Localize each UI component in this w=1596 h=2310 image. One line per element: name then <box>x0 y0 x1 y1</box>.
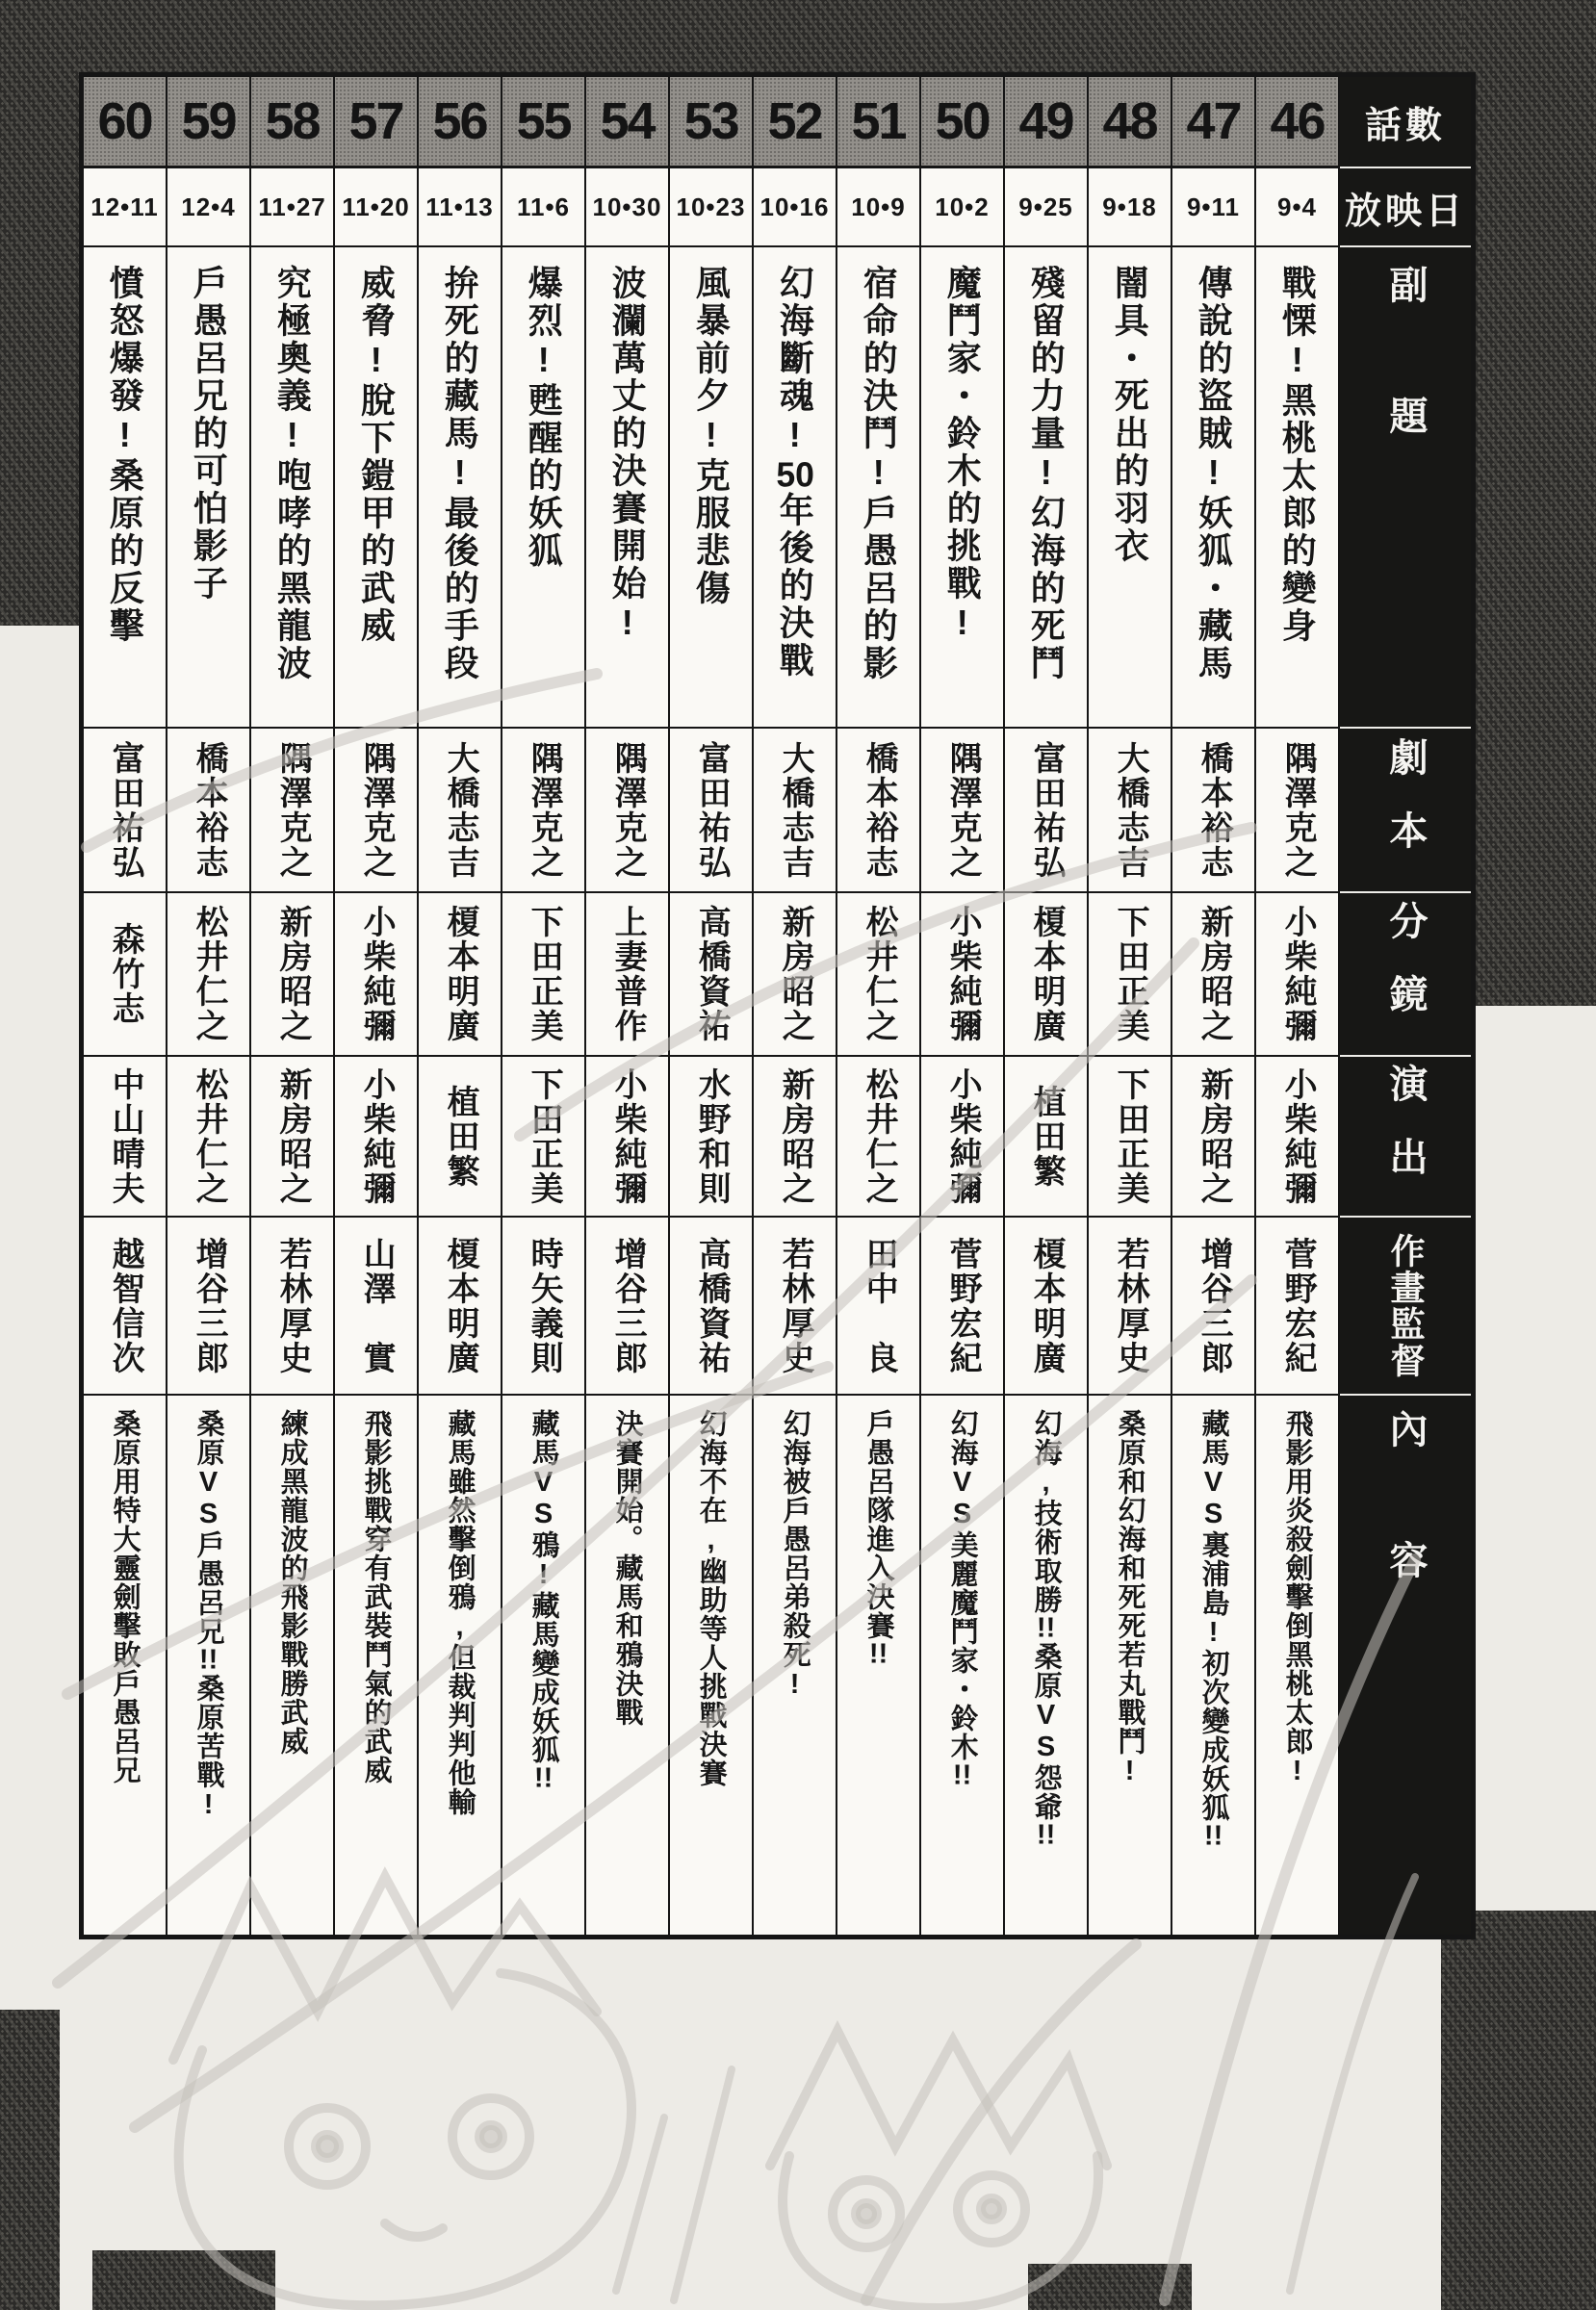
storyboard-artist-cell <box>586 893 668 1057</box>
air-date-cell <box>419 168 501 247</box>
episode-column <box>335 77 419 1935</box>
episode-number: 47 <box>1186 92 1241 150</box>
script-writer-cell <box>1256 729 1338 893</box>
director: 下田正美 <box>526 1066 563 1206</box>
subtitle-cell <box>586 247 668 729</box>
episode-column <box>1089 77 1172 1935</box>
storyboard-artist-cell <box>251 893 333 1057</box>
episode-table <box>79 72 1476 1939</box>
script-writer: 橋本裕志 <box>861 740 898 880</box>
air-date-cell <box>167 168 249 247</box>
air-date-cell <box>754 168 836 247</box>
content-summary-cell <box>251 1396 333 1935</box>
subtitle-cell <box>670 247 752 729</box>
director: 小柴純彌 <box>1279 1066 1317 1206</box>
content-summary: 飛影挑戰穿有武裝鬥氣的武威 <box>360 1409 392 1784</box>
air-date: 11•27 <box>258 192 326 221</box>
director-cell <box>1089 1057 1171 1218</box>
air-date-cell <box>1005 168 1087 247</box>
storyboard-artist: 上妻普作 <box>609 905 647 1043</box>
animation-director-cell <box>84 1218 166 1396</box>
episode-number-cell <box>1089 77 1171 168</box>
director-cell <box>1172 1057 1254 1218</box>
halftone-texture-left <box>0 0 81 626</box>
halftone-texture-right-upper <box>1462 0 1596 1006</box>
content-summary-cell <box>419 1396 501 1935</box>
animation-director: 菅野宏紀 <box>944 1236 982 1375</box>
episode-header-cell <box>1340 77 1471 168</box>
episode-column <box>837 77 921 1935</box>
content-summary: 藏馬VS裏浦島!初次變成妖狐!! <box>1197 1409 1229 1850</box>
content-summary: 桑原VS戶愚呂兄!!桑原苦戰! <box>193 1409 224 1821</box>
animation-director: 榎本明廣 <box>1028 1236 1066 1375</box>
animation-director-header-cell <box>1340 1218 1471 1396</box>
script-writer: 隅澤克之 <box>1279 740 1317 880</box>
script-writer: 橋本裕志 <box>191 740 228 880</box>
director: 小柴純彌 <box>358 1066 396 1206</box>
episode-number: 56 <box>432 92 487 150</box>
episode-number-cell <box>502 77 584 168</box>
halftone-texture-top <box>0 0 1596 73</box>
script-header-cell <box>1340 729 1471 893</box>
subtitle: 威脅!脫下鎧甲的武威 <box>356 265 397 645</box>
director-cell <box>921 1057 1003 1218</box>
content-summary: 桑原和幻海和死死若丸戰鬥! <box>1114 1409 1146 1787</box>
content-summary-cell <box>1089 1396 1171 1935</box>
episode-number: 51 <box>851 92 906 150</box>
episode-column <box>921 77 1005 1935</box>
animation-director-header-label: 作畫監督 <box>1386 1232 1426 1379</box>
storyboard-artist-cell <box>1005 893 1087 1057</box>
air-date-cell <box>251 168 333 247</box>
storyboard-artist-cell <box>1256 893 1338 1057</box>
director: 小柴純彌 <box>609 1066 647 1206</box>
director-cell <box>167 1057 249 1218</box>
storyboard-artist: 松井仁之 <box>191 905 228 1043</box>
storyboard-artist-cell <box>837 893 919 1057</box>
content-summary: 藏馬VS鴉!藏馬變成妖狐!! <box>528 1409 559 1792</box>
director-cell <box>670 1057 752 1218</box>
animation-director-cell <box>670 1218 752 1396</box>
director: 松井仁之 <box>861 1066 898 1206</box>
air-date-cell <box>1089 168 1171 247</box>
storyboard-artist: 高橋資祐 <box>693 905 731 1043</box>
air-date: 12•11 <box>90 192 159 221</box>
content-summary-cell <box>1256 1396 1338 1935</box>
storyboard-artist: 新房昭之 <box>1196 905 1233 1043</box>
storyboard-header-label: 分鏡 <box>1384 901 1427 1047</box>
air-date-cell <box>670 168 752 247</box>
content-summary: 幻海,技術取勝!!桑原VS怨爺!! <box>1030 1409 1062 1849</box>
animation-director-cell <box>167 1218 249 1396</box>
script-header-label: 劇本 <box>1384 736 1427 884</box>
animation-director: 若林厚史 <box>274 1236 312 1375</box>
script-writer: 橋本裕志 <box>1196 740 1233 880</box>
script-writer: 隅澤克之 <box>274 740 312 880</box>
subtitle-cell <box>921 247 1003 729</box>
director: 新房昭之 <box>777 1066 814 1206</box>
air-date: 9•25 <box>1018 192 1073 221</box>
content-summary: 桑原用特大靈劍擊敗戶愚呂兄 <box>109 1409 141 1784</box>
episode-column <box>502 77 586 1935</box>
air-date: 9•4 <box>1276 192 1318 221</box>
episode-column <box>251 77 335 1935</box>
script-writer-cell <box>921 729 1003 893</box>
halftone-texture-bottom-a <box>92 2250 275 2310</box>
episode-header-label: 話數 <box>1364 106 1446 146</box>
animation-director: 越智信次 <box>107 1236 144 1375</box>
subtitle: 風暴前夕!克服悲傷 <box>691 265 732 607</box>
episode-number: 52 <box>767 92 822 150</box>
subtitle: 魔鬥家・鈴木的挑戰! <box>942 265 983 645</box>
storyboard-artist: 小柴純彌 <box>944 905 982 1043</box>
animation-director: 田中 良 <box>861 1236 898 1375</box>
storyboard-artist-cell <box>502 893 584 1057</box>
script-writer: 大橋志吉 <box>442 740 479 880</box>
storyboard-artist-cell <box>84 893 166 1057</box>
storyboard-header-cell <box>1340 893 1471 1057</box>
content-summary: 決賽開始。藏馬和鴉決戰 <box>611 1409 643 1727</box>
air-date-header-label: 放映日 <box>1344 191 1466 232</box>
subtitle: 爆烈!甦醒的妖狐 <box>524 265 564 570</box>
animation-director-cell <box>502 1218 584 1396</box>
episode-column <box>670 77 754 1935</box>
director-cell <box>502 1057 584 1218</box>
air-date-cell <box>921 168 1003 247</box>
halftone-texture-bottom-b <box>1028 2264 1192 2310</box>
subtitle: 憤怒爆發!桑原的反擊 <box>105 265 145 645</box>
episode-number: 50 <box>935 92 990 150</box>
storyboard-artist-cell <box>921 893 1003 1057</box>
director-cell <box>754 1057 836 1218</box>
script-writer: 富田祐弘 <box>107 740 144 880</box>
episode-number: 53 <box>683 92 738 150</box>
subtitle: 波瀾萬丈的決賽開始! <box>607 265 648 645</box>
animation-director: 增谷三郎 <box>191 1236 228 1375</box>
air-date: 10•2 <box>935 192 990 221</box>
air-date: 9•18 <box>1102 192 1157 221</box>
episode-number-cell <box>335 77 417 168</box>
sketch-detail-lines <box>616 1877 1415 2300</box>
director-cell <box>1005 1057 1087 1218</box>
script-writer-cell <box>837 729 919 893</box>
subtitle-cell <box>419 247 501 729</box>
script-writer: 富田祐弘 <box>1028 740 1066 880</box>
episode-number-cell <box>1005 77 1087 168</box>
content-summary-cell <box>1172 1396 1254 1935</box>
script-writer-cell <box>335 729 417 893</box>
subtitle-cell <box>1172 247 1254 729</box>
storyboard-artist: 榎本明廣 <box>442 905 479 1043</box>
script-writer-cell <box>754 729 836 893</box>
script-writer: 隅澤克之 <box>358 740 396 880</box>
episode-number: 60 <box>97 92 152 150</box>
episode-number: 59 <box>181 92 236 150</box>
air-date-cell <box>84 168 166 247</box>
animation-director-cell <box>335 1218 417 1396</box>
storyboard-artist: 下田正美 <box>526 905 563 1043</box>
episode-number: 49 <box>1018 92 1073 150</box>
content-summary: 戶愚呂隊進入決賽!! <box>862 1409 894 1668</box>
storyboard-artist-cell <box>1172 893 1254 1057</box>
halftone-texture-right-lower <box>1441 1911 1596 2310</box>
episode-number: 57 <box>348 92 403 150</box>
director-cell <box>419 1057 501 1218</box>
episode-number-cell <box>921 77 1003 168</box>
director: 下田正美 <box>1112 1066 1149 1206</box>
air-date: 9•11 <box>1186 192 1241 221</box>
director-cell <box>837 1057 919 1218</box>
content-summary: 幻海不在,幽助等人挑戰決賽 <box>695 1409 727 1787</box>
director: 植田繁 <box>1028 1084 1066 1189</box>
animation-director: 增谷三郎 <box>1196 1236 1233 1375</box>
animation-director-cell <box>251 1218 333 1396</box>
subtitle-cell <box>1005 247 1087 729</box>
air-date-cell <box>586 168 668 247</box>
storyboard-artist: 小柴純彌 <box>358 905 396 1043</box>
script-writer: 隅澤克之 <box>526 740 563 880</box>
episode-number-cell <box>167 77 249 168</box>
animation-director-cell <box>586 1218 668 1396</box>
episode-number: 48 <box>1102 92 1157 150</box>
content-summary: 飛影用炎殺劍擊倒黑桃太郎! <box>1281 1409 1313 1787</box>
director-cell <box>335 1057 417 1218</box>
storyboard-artist-cell <box>670 893 752 1057</box>
content-summary: 幻海VS美麗魔鬥家・鈴木!! <box>946 1409 978 1789</box>
animation-director: 增谷三郎 <box>609 1236 647 1375</box>
director-cell <box>1256 1057 1338 1218</box>
script-writer: 富田祐弘 <box>693 740 731 880</box>
director: 水野和則 <box>693 1066 731 1206</box>
storyboard-artist: 下田正美 <box>1112 905 1149 1043</box>
director: 小柴純彌 <box>944 1066 982 1206</box>
subtitle-cell <box>502 247 584 729</box>
content-summary-cell <box>335 1396 417 1935</box>
animation-director: 時矢義則 <box>526 1236 563 1375</box>
content-summary-cell <box>837 1396 919 1935</box>
storyboard-artist-cell <box>1089 893 1171 1057</box>
content-summary-cell <box>754 1396 836 1935</box>
script-writer-cell <box>1172 729 1254 893</box>
subtitle: 拚死的藏馬!最後的手段 <box>440 265 480 682</box>
air-date: 11•13 <box>425 192 494 221</box>
episode-column <box>1172 77 1256 1935</box>
animation-director: 若林厚史 <box>777 1236 814 1375</box>
episode-number-cell <box>1172 77 1254 168</box>
content-summary-cell <box>586 1396 668 1935</box>
content-summary-cell <box>502 1396 584 1935</box>
subtitle-cell <box>754 247 836 729</box>
halftone-texture-bottom-left <box>0 2010 60 2310</box>
content-summary-cell <box>670 1396 752 1935</box>
episode-column <box>1256 77 1340 1935</box>
air-date: 11•20 <box>342 192 410 221</box>
animation-director-cell <box>754 1218 836 1396</box>
animation-director-cell <box>1005 1218 1087 1396</box>
storyboard-artist-cell <box>419 893 501 1057</box>
subtitle-cell <box>1256 247 1338 729</box>
air-date-cell <box>335 168 417 247</box>
director-cell <box>84 1057 166 1218</box>
subtitle-cell <box>335 247 417 729</box>
episode-number-cell <box>84 77 166 168</box>
storyboard-artist: 新房昭之 <box>274 905 312 1043</box>
subtitle-cell <box>84 247 166 729</box>
air-date-cell <box>502 168 584 247</box>
subtitle: 傳說的盜賊!妖狐・藏馬 <box>1194 265 1234 682</box>
director: 新房昭之 <box>1196 1066 1233 1206</box>
episode-column <box>586 77 670 1935</box>
script-writer-cell <box>670 729 752 893</box>
script-writer: 大橋志吉 <box>1112 740 1149 880</box>
subtitle-cell <box>167 247 249 729</box>
subtitle-cell <box>837 247 919 729</box>
episode-column <box>167 77 251 1935</box>
sketch-face-left <box>173 1877 631 2305</box>
episode-number-cell <box>670 77 752 168</box>
director-cell <box>586 1057 668 1218</box>
air-date-header-cell <box>1340 168 1471 247</box>
air-date: 11•6 <box>516 192 571 221</box>
script-writer-cell <box>586 729 668 893</box>
content-summary: 藏馬雖然擊倒鴉,但裁判判他輸 <box>444 1409 476 1816</box>
air-date-cell <box>1172 168 1254 247</box>
script-writer-cell <box>502 729 584 893</box>
air-date-cell <box>1256 168 1338 247</box>
episode-number: 58 <box>265 92 320 150</box>
episode-number-cell <box>837 77 919 168</box>
episode-column <box>1005 77 1089 1935</box>
subtitle: 戶愚呂兄的可怕影子 <box>189 265 229 603</box>
storyboard-artist: 小柴純彌 <box>1279 905 1317 1043</box>
subtitle: 戰慄!黑桃太郎的變身 <box>1277 265 1318 645</box>
subtitle-cell <box>1089 247 1171 729</box>
subtitle-header-cell <box>1340 247 1471 729</box>
director: 松井仁之 <box>191 1066 228 1206</box>
script-writer: 隅澤克之 <box>944 740 982 880</box>
content-summary-cell <box>921 1396 1003 1935</box>
director: 植田繁 <box>442 1084 479 1189</box>
script-writer-cell <box>251 729 333 893</box>
episode-number-cell <box>419 77 501 168</box>
air-date: 10•30 <box>592 192 662 221</box>
animation-director-cell <box>1089 1218 1171 1396</box>
script-writer: 隅澤克之 <box>609 740 647 880</box>
content-summary-cell <box>1005 1396 1087 1935</box>
animation-director-cell <box>1256 1218 1338 1396</box>
direction-header-cell <box>1340 1057 1471 1218</box>
storyboard-artist: 新房昭之 <box>777 905 814 1043</box>
script-writer-cell <box>84 729 166 893</box>
content-header-label: 內容 <box>1384 1409 1427 1671</box>
animation-director-cell <box>1172 1218 1254 1396</box>
episode-number-cell <box>1256 77 1338 168</box>
header-column <box>1340 77 1471 1935</box>
air-date-cell <box>837 168 919 247</box>
storyboard-artist: 松井仁之 <box>861 905 898 1043</box>
subtitle: 幻海斷魂!50年後的決戰 <box>775 265 815 680</box>
storyboard-artist-cell <box>167 893 249 1057</box>
script-writer-cell <box>1089 729 1171 893</box>
subtitle-cell <box>251 247 333 729</box>
animation-director-cell <box>921 1218 1003 1396</box>
episode-number-cell <box>586 77 668 168</box>
storyboard-artist: 榎本明廣 <box>1028 905 1066 1043</box>
script-writer: 大橋志吉 <box>777 740 814 880</box>
episode-column <box>754 77 837 1935</box>
air-date: 10•23 <box>676 192 746 221</box>
content-summary-cell <box>167 1396 249 1935</box>
content-summary: 幻海被戶愚呂弟殺死! <box>779 1409 811 1701</box>
subtitle: 闇具・死出的羽衣 <box>1110 265 1150 565</box>
subtitle: 究極奧義!咆哮的黑龍波 <box>272 265 313 682</box>
script-writer-cell <box>1005 729 1087 893</box>
director: 新房昭之 <box>274 1066 312 1206</box>
storyboard-artist-cell <box>335 893 417 1057</box>
animation-director: 山澤 實 <box>358 1236 396 1375</box>
animation-director-cell <box>837 1218 919 1396</box>
script-writer-cell <box>419 729 501 893</box>
storyboard-artist: 森竹志 <box>107 922 144 1026</box>
animation-director: 菅野宏紀 <box>1279 1236 1317 1375</box>
episode-column <box>84 77 167 1935</box>
episode-column <box>419 77 502 1935</box>
episode-number-cell <box>754 77 836 168</box>
storyboard-artist-cell <box>754 893 836 1057</box>
episode-number-cell <box>251 77 333 168</box>
air-date: 12•4 <box>181 192 236 221</box>
episode-number: 54 <box>600 92 655 150</box>
content-summary: 練成黑龍波的飛影戰勝武威 <box>276 1409 308 1756</box>
content-header-cell <box>1340 1396 1471 1935</box>
subtitle: 殘留的力量!幻海的死鬥 <box>1026 265 1067 682</box>
animation-director: 高橋資祐 <box>693 1236 731 1375</box>
subtitle: 宿命的決鬥!戶愚呂的影 <box>859 265 899 682</box>
director: 中山晴夫 <box>107 1066 144 1206</box>
director-cell <box>251 1057 333 1218</box>
animation-director-cell <box>419 1218 501 1396</box>
animation-director: 若林厚史 <box>1112 1236 1149 1375</box>
animation-director: 榎本明廣 <box>442 1236 479 1375</box>
episode-number: 55 <box>516 92 571 150</box>
air-date: 10•16 <box>759 192 830 221</box>
direction-header-label: 演出 <box>1384 1063 1427 1210</box>
episode-number: 46 <box>1270 92 1325 150</box>
script-writer-cell <box>167 729 249 893</box>
subtitle-header-label: 副題 <box>1384 265 1427 526</box>
air-date: 10•9 <box>851 192 906 221</box>
content-summary-cell <box>84 1396 166 1935</box>
